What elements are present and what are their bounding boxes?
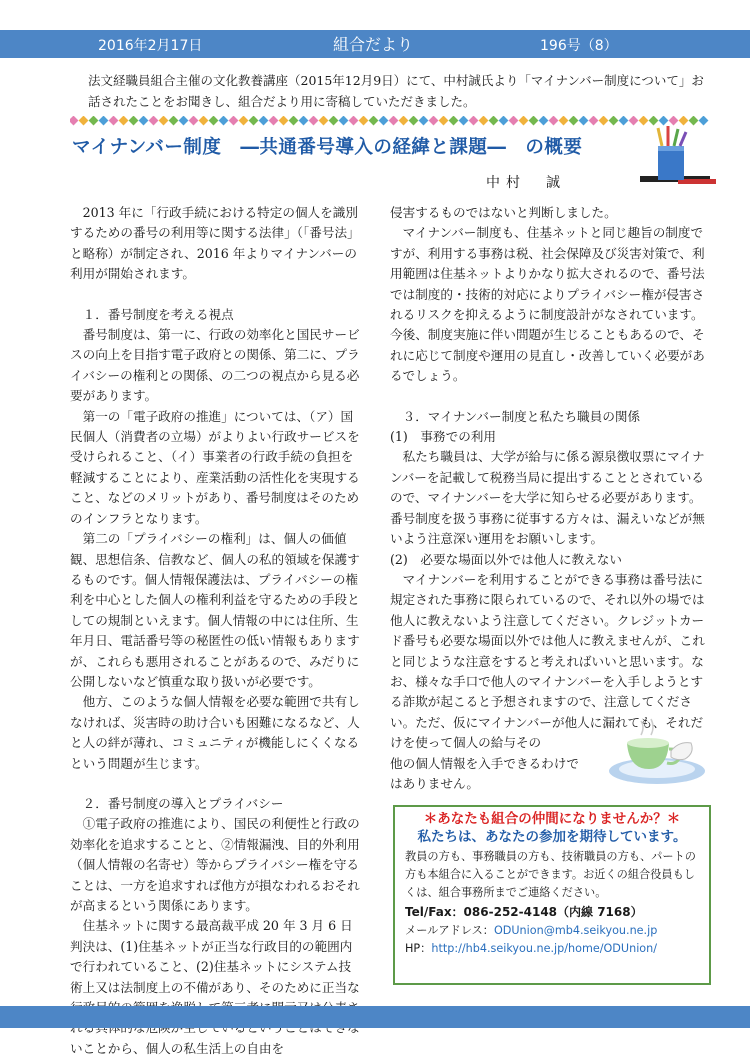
diamond-ornament <box>589 116 599 125</box>
newsletter-title: 組合だより <box>333 35 414 54</box>
diamond-ornament <box>89 116 99 125</box>
article-paragraph: 2013 年に「行政手続における特定の個人を識別するための番号の利用等に関する法律」（「番号法」と略称）が制定され、2016 年よりマイナンバーの利用が開始されます。 <box>70 205 360 282</box>
diamond-ornament <box>399 116 409 125</box>
diamond-ornament <box>409 116 419 125</box>
article-paragraph: 侵害するものではないと判断しました。 <box>390 205 617 220</box>
email-line <box>405 922 699 940</box>
callout-body: 教員の方も、事務職員の方も、技術職員の方も、パートの方も本組合に入ることができます。お近くの組合役員もしくは、組合事務所までご連絡ください。 <box>405 850 696 899</box>
diamond-ornament <box>70 116 78 125</box>
diamond-ornament <box>329 116 339 125</box>
diamond-ornament <box>469 116 479 125</box>
article-paragraph: ２．番号制度の導入とプライバシー <box>82 795 284 811</box>
article-paragraph: 他方、このような個人情報を必要な範囲で共有しなければ、災害時の助け合いも困難になるなど、人と人の絆が薄れ、コミュニティが機能しにくくなるという問題が生じます。 <box>70 694 360 771</box>
diamond-ornament <box>599 116 609 125</box>
diamond-ornament <box>159 116 169 125</box>
diamond-ornament <box>129 116 139 125</box>
diamond-ornament <box>569 116 579 125</box>
left-column <box>70 203 362 1059</box>
homepage-line <box>405 940 699 958</box>
diamond-ornament <box>199 116 209 125</box>
callout-headline: ＊あなたも組合の仲間になりませんか？＊ <box>423 811 681 827</box>
diamond-ornament <box>559 116 569 125</box>
paragraph-gap <box>70 774 362 794</box>
diamond-ornament <box>99 116 109 125</box>
diamond-ornament <box>509 116 519 125</box>
article-paragraph: 第一の「電子政府の推進」については、（ア）国民個人（消費者の立場）がよりよい行政サービスを受けられること、（イ）事業者の行政手続の負担を軽減することにより、産業活動の活性化を実現すること、などのメリットがあり、番号制度はそのためのインフラとなります。 <box>70 408 360 526</box>
diamond-ornament <box>359 116 369 125</box>
diamond-ornament <box>189 116 199 125</box>
diamond-ornament <box>149 116 159 125</box>
diamond-ornament <box>549 116 559 125</box>
article-paragraph: (2) 必要な場面以外では他人に教えない <box>390 551 622 567</box>
issue-date: 2016年2月17日 <box>98 38 203 54</box>
diamond-ornament <box>429 116 439 125</box>
article-paragraph: ３．マイナンバー制度と私たち職員の関係 <box>402 408 641 424</box>
diamond-ornament <box>249 116 259 125</box>
email-link[interactable]: ODUnion@mb4.seikyou.ne.jp <box>493 924 658 937</box>
diamond-ornament <box>119 116 129 125</box>
article-paragraph: 番号制度は、第一に、行政の効率化と国民サービスの向上を目指す電子政府との関係、第二に、プライバシーの権利との関係、の二つの視点から見る必要があります。 <box>70 327 360 404</box>
article-paragraph: (1) 事務での利用 <box>390 429 496 445</box>
diamond-ornament <box>369 116 379 125</box>
diamond-ornament <box>299 116 309 125</box>
diamond-ornament <box>539 116 549 125</box>
membership-callout <box>393 805 711 985</box>
diamond-ornament <box>479 116 489 125</box>
diamond-ornament <box>259 116 269 125</box>
intro-paragraph: 法文経職員組合主催の文化教養講座（2015年12月9日）にて、中村誠氏より「マイナンバー制度について」お話されたことをお聞きし、組合だより用に寄稿していただきました。 <box>88 73 704 109</box>
article-paragraph: マイナンバー制度も、住基ネットと同じ趣旨の制度ですが、利用する事務は税、社会保障及び災害対策で、利用範囲は住基ネットよりかなり拡大されるので、番号法では制度的・技術的対応によりプライバシー権が侵害されるリスクを抑えるように制度設計がなされています。今後、制度実施に伴い問題が生じることもあるので、それに応じて制度や運用の見直し・改善していく必要があるでしょう。 <box>390 225 705 384</box>
diamond-ornament <box>309 116 319 125</box>
diamond-ornament <box>269 116 279 125</box>
diamond-ornament <box>579 116 589 125</box>
article-author: 中村 誠 <box>486 175 566 191</box>
diamond-ornament <box>289 116 299 125</box>
callout-subhead: 私たちは、あなたの参加を期待しています。 <box>417 829 687 845</box>
diamond-ornament <box>609 116 619 125</box>
header-bar <box>0 30 750 58</box>
diamond-ornament <box>109 116 119 125</box>
right-column <box>390 203 710 794</box>
diamond-ornament <box>79 116 89 125</box>
diamond-ornament <box>349 116 359 125</box>
article-paragraph: 第二の「プライバシーの権利」は、個人の価値観、思想信条、信教など、個人の私的領域を保護するものです。個人情報保護法は、プライバシーの権利を中心とした個人の権利利益を守るための手段としての規制といえます。個人情報の中には住所、生年月日、電話番号等の秘匿性の低い情報もありますが、これらも悪用されることがあるので、みだりに公開しないなど慎重な取り扱いが必要です。 <box>70 531 360 689</box>
homepage-label: HP： <box>405 942 432 955</box>
article-paragraph: はありません。 <box>390 775 479 791</box>
article-paragraph: 他の個人情報を入手できるわけで <box>390 755 579 771</box>
teacup-icon <box>605 713 710 788</box>
diamond-ornament <box>419 116 429 125</box>
diamond-ornament <box>139 116 149 125</box>
article-paragraph: １．番号制度を考える視点 <box>82 306 234 322</box>
diamond-ornament <box>239 116 249 125</box>
diamond-ornament <box>179 116 189 125</box>
homepage-link[interactable]: http://hb4.seikyou.ne.jp/home/ODUnion/ <box>431 942 658 955</box>
diamond-ornament <box>439 116 449 125</box>
diamond-ornament <box>319 116 329 125</box>
email-label: メールアドレス： <box>405 924 494 937</box>
diamond-ornament <box>489 116 499 125</box>
article-title: マイナンバー制度 ―共通番号導入の経緯と課題― の概要 <box>72 137 583 158</box>
footer-bar <box>0 1006 750 1028</box>
pencil-cup-icon <box>628 124 723 192</box>
article-paragraph: マイナンバーを利用することができる事務は番号法に規定された事務に限られているので、それ以外の場では他人に教えないよう注意してください。クレジットカード番号も必要な場面以外では他人に教えませんが、これと同じような注意をすると考えればいいと思います。なお、様々な手口で他人のマイナンバーを入手しようとする詐欺が起こると予想されますので、注意してください。ただ、仮にマイナンバーが他人に漏れても、それだけを使って個人の給与その <box>390 571 705 751</box>
article-paragraph: 住基ネットに関する最高裁平成 20 年 3 月 6 日判決は、(1)住基ネットが正当な行政目的の範囲内で行われていること、(2)住基ネットにシステム技術上又は法制度上の不備があり、そのために正当な いことから、個人の私生活上の自由を <box>70 918 360 1056</box>
diamond-ornament <box>279 116 289 125</box>
diamond-ornament <box>219 116 229 125</box>
diamond-divider <box>70 116 710 126</box>
diamond-ornament <box>519 116 529 125</box>
diamond-ornament <box>449 116 459 125</box>
diamond-ornament <box>389 116 399 125</box>
diamond-ornament <box>529 116 539 125</box>
diamond-ornament <box>169 116 179 125</box>
paragraph-gap <box>390 387 710 407</box>
diamond-ornament <box>619 116 629 125</box>
issue-number: 196号（8） <box>540 38 618 54</box>
paragraph-gap <box>70 285 362 305</box>
diamond-ornament <box>499 116 509 125</box>
article-paragraph: ①電子政府の推進により、国民の利便性と行政の効率化を追求することと、②情報漏洩、目的外利用（個人情報の名寄せ）等からプライバシー権を守ることは、一方を追求すれば他方が損なわれるおそれが高まるという関係にあります。 <box>70 816 360 913</box>
diamond-ornament <box>379 116 389 125</box>
article-paragraph: 私たち職員は、大学が給与に係る源泉徴収票にマイナンバーを記載して税務当局に提出することとされているので、マイナンバーを大学に知らせる必要があります。番号制度を扱う事務に従事する方々は、漏えいなどが無いよう注意深い運用をお願いします。 <box>390 449 705 547</box>
diamond-ornament <box>209 116 219 125</box>
diamond-ornament <box>229 116 239 125</box>
diamond-ornament <box>459 116 469 125</box>
tel-fax: Tel/Fax：086-252-4148（内線 7168） <box>405 905 643 919</box>
diamond-ornament <box>339 116 349 125</box>
